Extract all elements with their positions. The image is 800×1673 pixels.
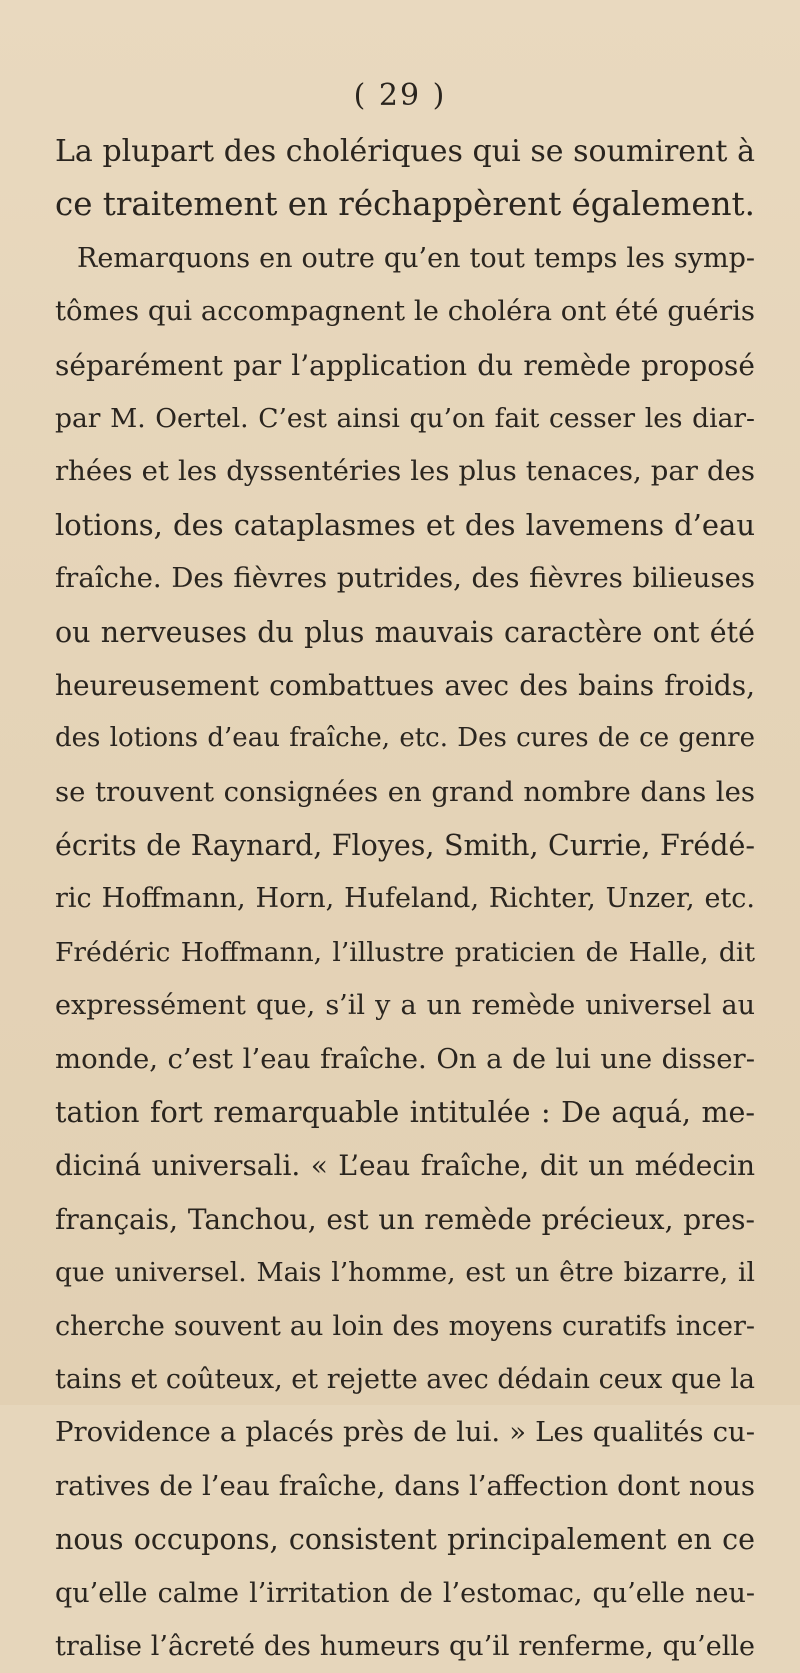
text-line: Frédéric Hoffmann, l’illustre praticien de Halle, dit xyxy=(55,936,755,968)
text-line: heureusement combattues avec des bains froids, xyxy=(55,668,755,702)
text-line: qu’elle calme l’irritation de l’estomac, qu’elle neu- xyxy=(55,1577,755,1609)
text-line: ou nerveuses du plus mauvais caractère ont été xyxy=(55,615,755,649)
text-line: ce traitement en réchappèrent également. xyxy=(55,185,755,224)
text-line: tation fort remarquable intitulée : De aquá, me- xyxy=(55,1096,755,1130)
text-line: nous occupons, consistent principalement en ce xyxy=(55,1523,755,1557)
text-line: lotions, des cataplasmes et des lavemens d’eau xyxy=(55,507,755,542)
text-line: se trouvent consignées en grand nombre dans les xyxy=(55,775,755,808)
text-line: monde, c’est l’eau fraîche. On a de lui une disser- xyxy=(55,1042,755,1075)
text-line: écrits de Raynard, Floyes, Smith, Currie, Frédé- xyxy=(55,829,755,863)
page-number: ( 29 ) xyxy=(353,78,447,113)
text-line: français, Tanchou, est un remède précieux, pres- xyxy=(55,1202,755,1236)
text-line: tains et coûteux, et rejette avec dédain ceux que la xyxy=(55,1363,755,1395)
text-line: rhées et les dyssentéries les plus tenaces, par des xyxy=(55,455,755,488)
text-line: cherche souvent au loin des moyens curatifs incer- xyxy=(55,1310,755,1342)
text-line: tômes qui accompagnent le choléra ont été guéris xyxy=(55,295,755,328)
text-line: diciná universali. « L’eau fraîche, dit un médecin xyxy=(55,1149,755,1183)
text-line: séparément par l’application du remède proposé xyxy=(55,348,755,382)
body-text xyxy=(55,125,755,1673)
text-line: Remarquons en outre qu’en tout temps les symp- xyxy=(77,242,755,274)
text-line: tralise l’âcreté des humeurs qu’il renferme, qu’elle xyxy=(55,1630,755,1662)
text-line: fraîche. Des fièvres putrides, des fièvres bilieuses xyxy=(55,562,755,595)
text-line: expressément que, s’il y a un remède universel au xyxy=(55,990,755,1022)
text-line: par M. Oertel. C’est ainsi qu’on fait cesser les diar- xyxy=(55,402,755,434)
text-line: La plupart des cholériques qui se soumirent à xyxy=(55,134,755,169)
text-line: Providence a placés près de lui. » Les qualités cu- xyxy=(55,1416,755,1449)
text-line: ric Hoffmann, Horn, Hufeland, Richter, Unzer, etc. xyxy=(55,883,755,915)
text-line: ratives de l’eau fraîche, dans l’affection dont nous xyxy=(55,1469,755,1502)
text-line: des lotions d’eau fraîche, etc. Des cures de ce genre xyxy=(55,723,755,754)
text-line: que universel. Mais l’homme, est un être bizarre, il xyxy=(55,1257,755,1289)
